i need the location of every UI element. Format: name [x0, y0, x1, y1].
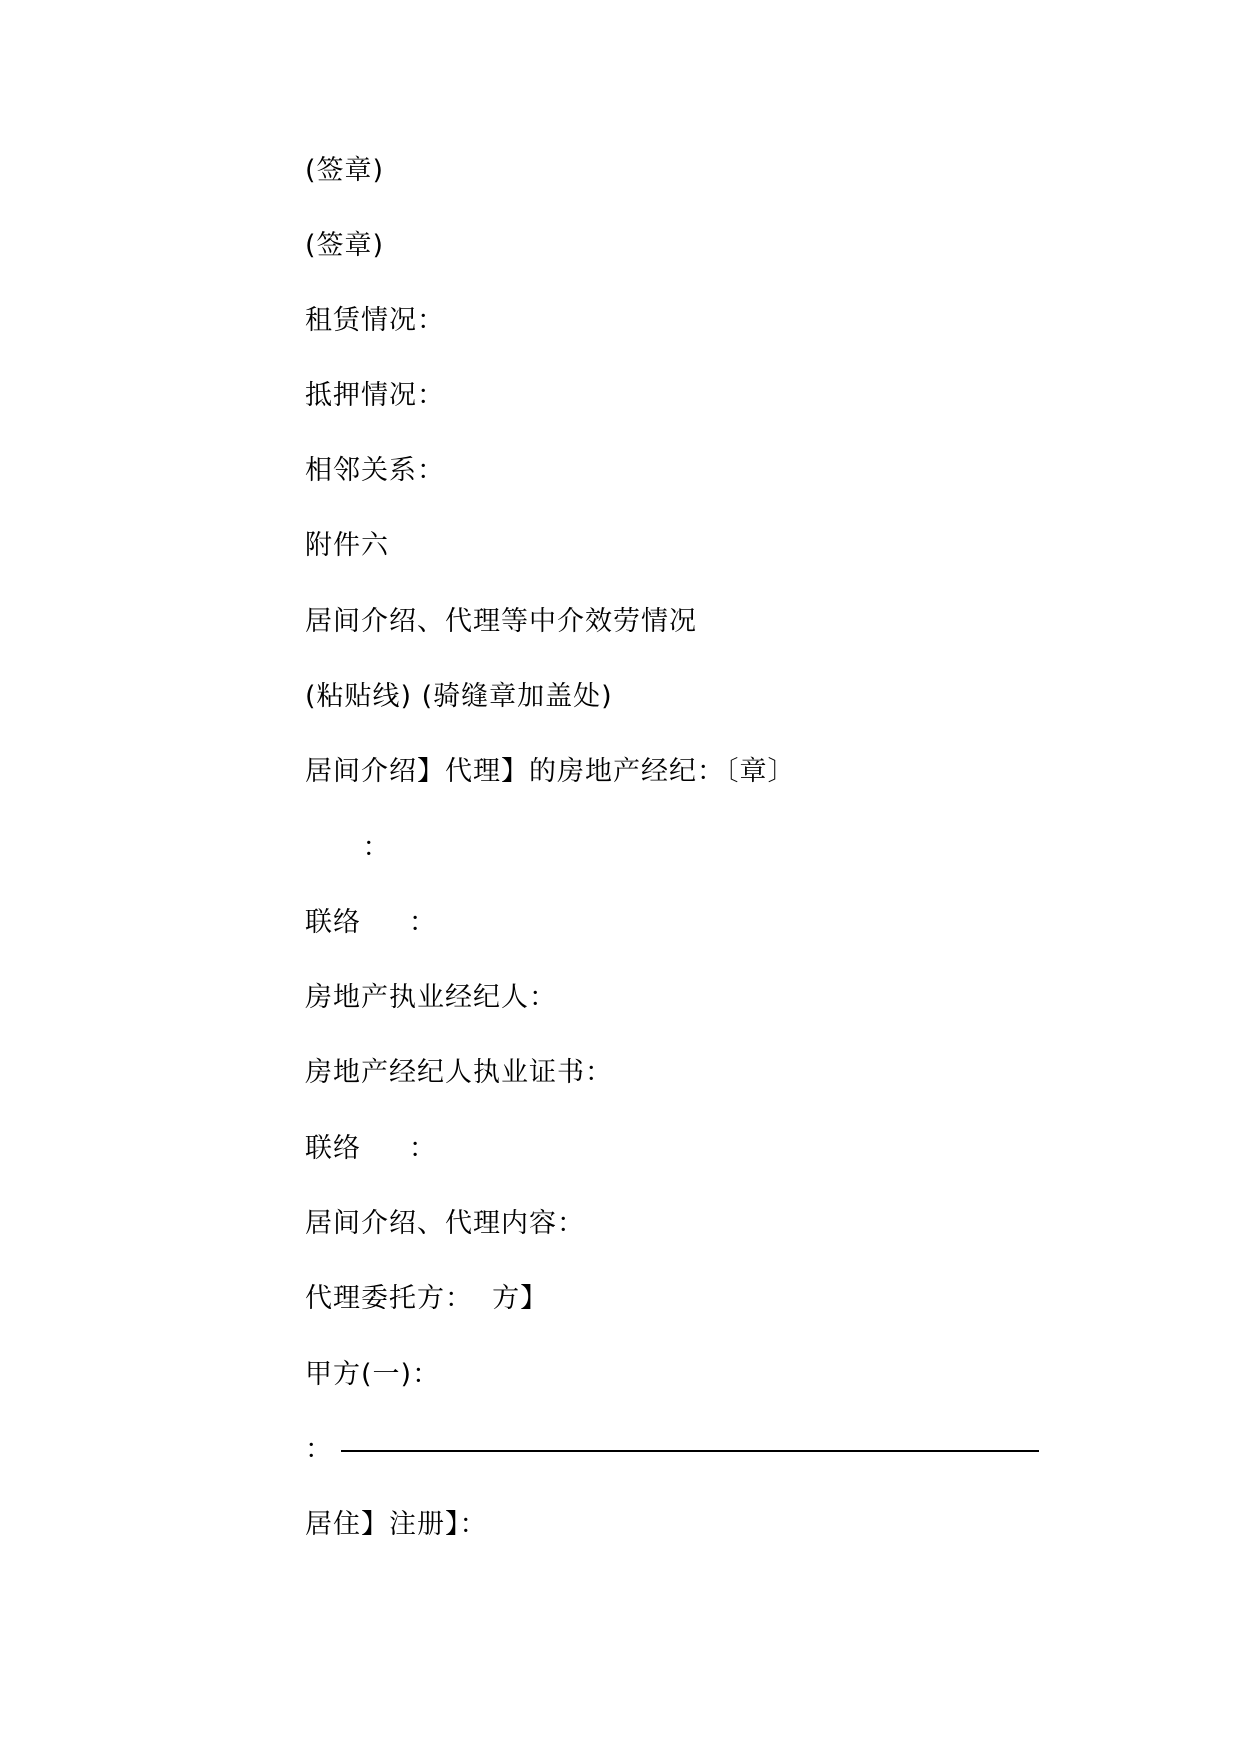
- lease-status-label: 租赁情况：: [305, 305, 445, 336]
- neighbor-relations-label: 相邻关系：: [305, 455, 445, 486]
- agent-license-label: 房地产经纪人执业证书：: [305, 1057, 613, 1088]
- party-a-label: 甲方(一)：: [305, 1359, 441, 1390]
- underline-field: [305, 1432, 1039, 1468]
- agency-services-heading: 居间介绍、代理等中介效劳情况: [305, 606, 697, 637]
- mortgage-status-label: 抵押情况：: [305, 380, 445, 411]
- contact-label-2: 联络 ：: [305, 1133, 437, 1164]
- agency-broker-label: 居间介绍】代理】的房地产经纪：〔章〕: [305, 756, 796, 787]
- agency-content-label: 居间介绍、代理内容：: [305, 1208, 585, 1239]
- signature-line-2: (签章): [305, 230, 385, 261]
- underline-rule: [341, 1450, 1039, 1452]
- licensed-agent-label: 房地产执业经纪人：: [305, 982, 557, 1013]
- paste-line-note: (粘贴线) (骑缝章加盖处): [305, 681, 613, 712]
- blank-field-label: ：: [305, 832, 391, 863]
- principal-party-label: 代理委托方： 方】: [305, 1283, 549, 1314]
- underline-field-label: ：: [305, 1434, 333, 1465]
- appendix-heading: 附件六: [305, 530, 389, 561]
- contact-label-1: 联络 ：: [305, 907, 437, 938]
- signature-line-1: (签章): [305, 155, 385, 186]
- residence-registration-label: 居住】注册】：: [305, 1509, 488, 1540]
